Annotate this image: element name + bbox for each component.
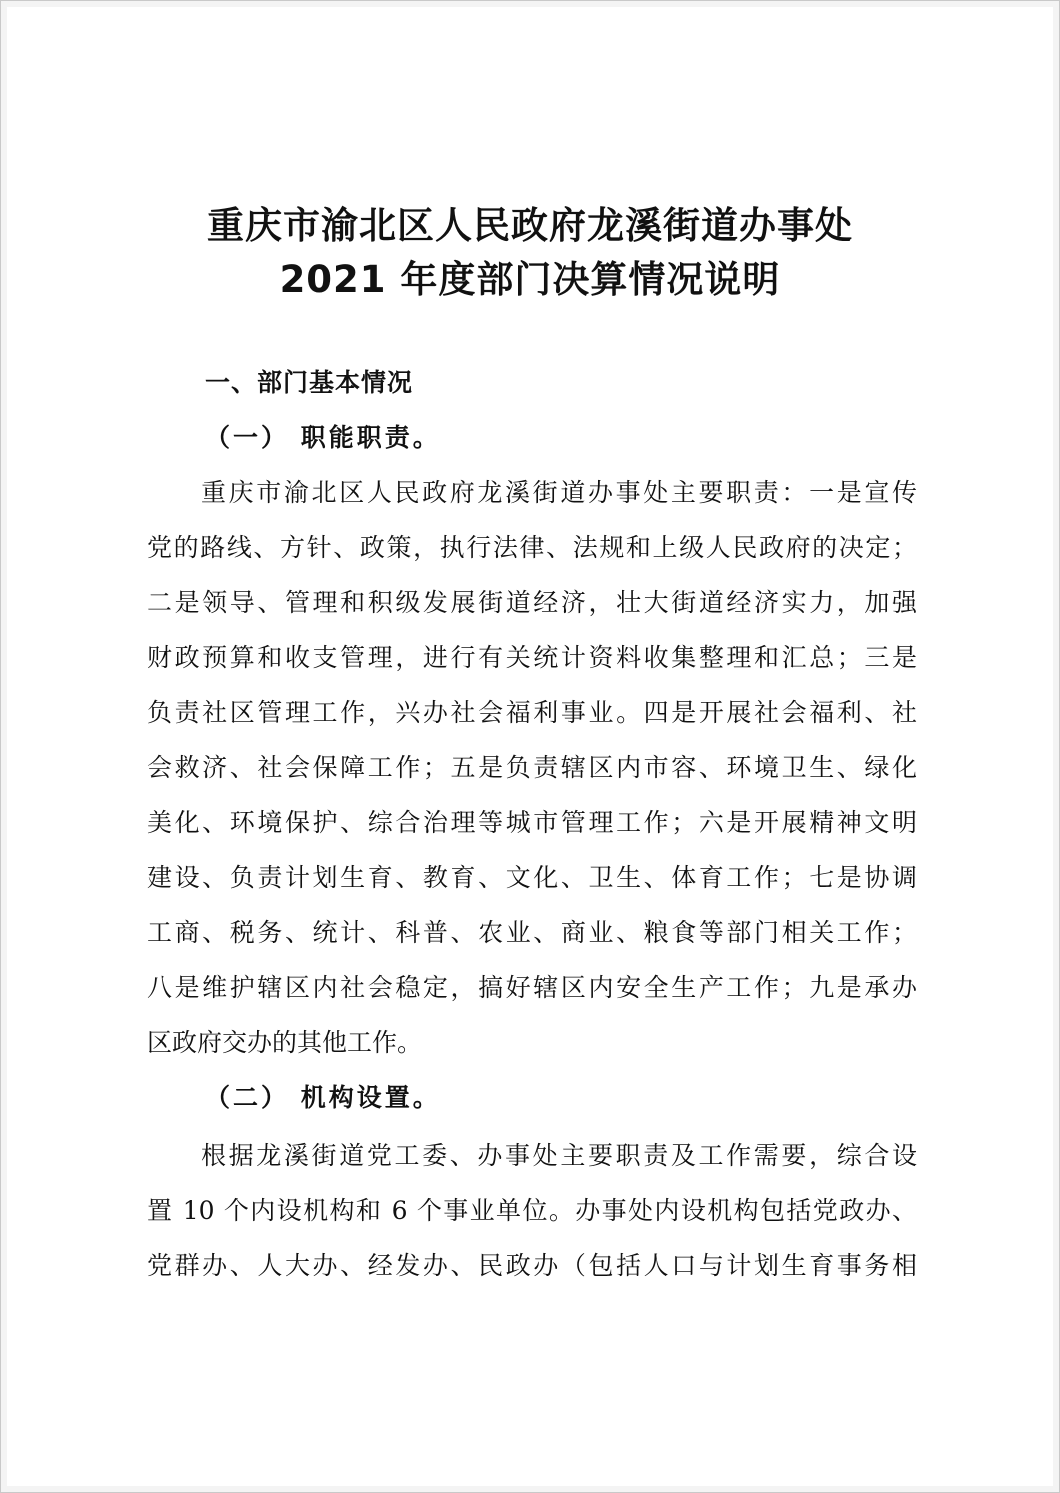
- paragraph-line: 八是维护辖区内社会稳定，搞好辖区内安全生产工作；九是承办: [147, 973, 917, 1002]
- section-heading-basic-info: 一、部门基本情况: [205, 368, 414, 397]
- paragraph-line: 区政府交办的其他工作。: [147, 1028, 423, 1057]
- paragraph-line: 建设、负责计划生育、教育、文化、卫生、体育工作；七是协调: [147, 863, 917, 892]
- paragraph-line: 党的路线、方针、政策，执行法律、法规和上级人民政府的决定；: [147, 533, 917, 562]
- paragraph-line: 财政预算和收支管理，进行有关统计资料收集整理和汇总；三是: [147, 643, 917, 672]
- subsection-heading-organization: （二） 机构设置。: [205, 1083, 441, 1112]
- paragraph-line: 置 10 个内设机构和 6 个事业单位。办事处内设机构包括党政办、: [147, 1196, 917, 1225]
- title-line-2: 2021 年度部门决算情况说明: [279, 258, 781, 301]
- paragraph-line: 根据龙溪街道党工委、办事处主要职责及工作需要，综合设: [201, 1141, 917, 1170]
- subsection-heading-functions: （一） 职能职责。: [205, 423, 441, 452]
- paragraph-line: 党群办、人大办、经发办、民政办（包括人口与计划生育事务相: [147, 1251, 917, 1280]
- document-title: [1, 199, 1059, 307]
- paragraph-line: 重庆市渝北区人民政府龙溪街道办事处主要职责：一是宣传: [201, 478, 917, 507]
- paragraph-line: 二是领导、管理和积级发展街道经济，壮大街道经济实力，加强: [147, 588, 917, 617]
- title-line-1: 重庆市渝北区人民政府龙溪街道办事处: [207, 204, 853, 247]
- paragraph-line: 负责社区管理工作，兴办社会福利事业。四是开展社会福利、社: [147, 698, 917, 727]
- paragraph-line: 会救济、社会保障工作；五是负责辖区内市容、环境卫生、绿化: [147, 753, 917, 782]
- paragraph-line: 工商、税务、统计、科普、农业、商业、粮食等部门相关工作；: [147, 918, 917, 947]
- paragraph-line: 美化、环境保护、综合治理等城市管理工作；六是开展精神文明: [147, 808, 917, 837]
